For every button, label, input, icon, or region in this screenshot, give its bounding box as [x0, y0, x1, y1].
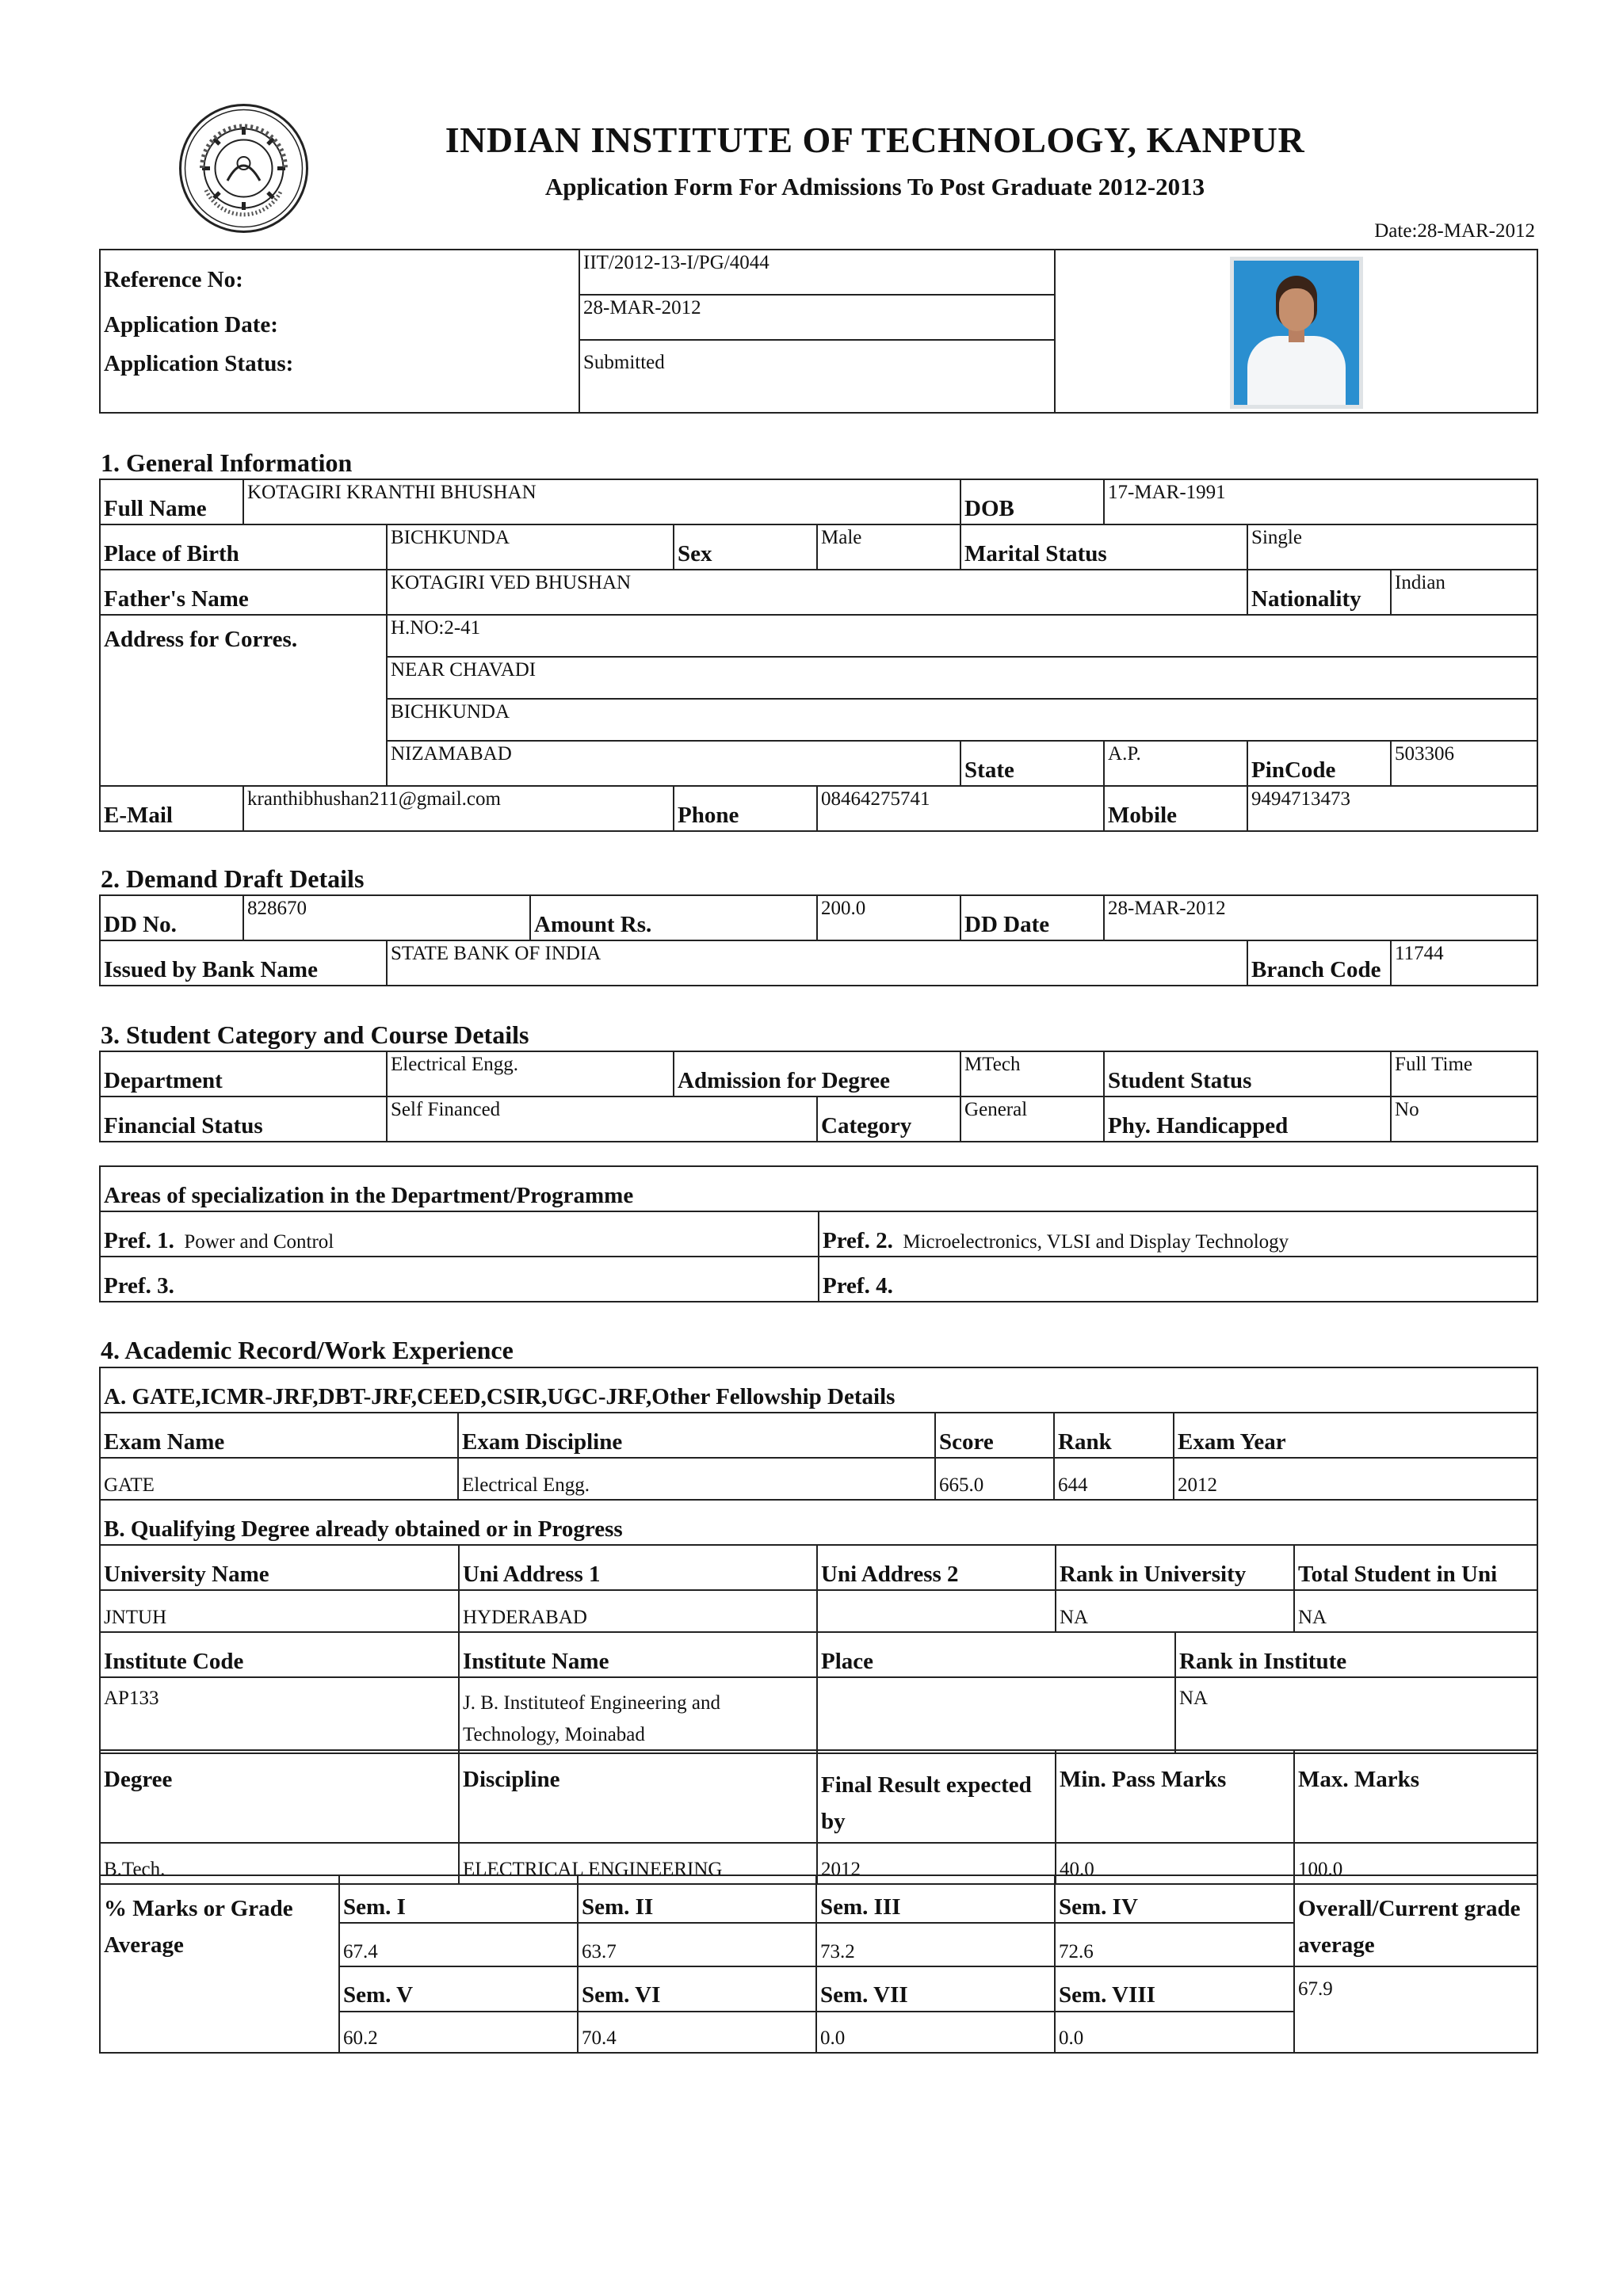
pref-2-cell [819, 1211, 1537, 1257]
financial-status-value: Self Financed [387, 1097, 817, 1142]
general-info-table [99, 479, 1538, 832]
sex-value: Male [817, 524, 960, 570]
sem-4-header: Sem. IV [1055, 1875, 1294, 1923]
overall-label: Overall/Current grade average [1294, 1875, 1537, 1966]
phy-handicapped-value: No [1391, 1097, 1537, 1142]
sem-6-header: Sem. VI [578, 1966, 816, 2012]
marks-label: % Marks or Grade Average [100, 1875, 339, 2053]
mobile-label: Mobile [1104, 786, 1247, 831]
sem-3-value: 73.2 [816, 1923, 1055, 1966]
section-dd-title: 2. Demand Draft Details [101, 864, 365, 893]
address-line-4: NIZAMABAD [387, 741, 960, 786]
pref-1-cell [100, 1211, 819, 1257]
inst-header-rank: Rank in Institute [1175, 1632, 1537, 1677]
full-name-label: Full Name [100, 479, 243, 524]
branch-code-label: Branch Code [1247, 940, 1391, 986]
sem-8-header: Sem. VIII [1055, 1966, 1294, 2012]
section-category-title: 3. Student Category and Course Details [101, 1020, 529, 1049]
qualifying-title: B. Qualifying Degree already obtained or in Progress [100, 1500, 1537, 1545]
inst-code: AP133 [100, 1677, 459, 1753]
institute-table [99, 1631, 1538, 1754]
uni-name: JNTUH [100, 1590, 459, 1632]
application-date-label: Application Date: [100, 295, 579, 340]
marital-status-value: Single [1247, 524, 1537, 570]
deg-header-result: Final Result expected by [817, 1750, 1056, 1843]
reference-table [99, 249, 1538, 414]
university-table [99, 1544, 1538, 1633]
father-name-label: Father's Name [100, 570, 387, 615]
father-name-value: KOTAGIRI VED BHUSHAN [387, 570, 1247, 615]
sem-3-header: Sem. III [816, 1875, 1055, 1923]
gate-header-exam-name: Exam Name [100, 1413, 458, 1458]
deg-header-min-pass: Min. Pass Marks [1056, 1750, 1294, 1843]
bank-name-value: STATE BANK OF INDIA [387, 940, 1247, 986]
department-label: Department [100, 1051, 387, 1097]
form-subtitle: Application Form For Admissions To Post Graduate 2012-2013 [544, 173, 1205, 200]
gate-header-discipline: Exam Discipline [458, 1413, 935, 1458]
gate-header-year: Exam Year [1174, 1413, 1537, 1458]
dd-no-label: DD No. [100, 895, 243, 940]
deg-degree: B.Tech. [100, 1843, 459, 1884]
gate-rank: 644 [1054, 1458, 1174, 1500]
department-value: Electrical Engg. [387, 1051, 674, 1097]
gate-title: A. GATE,ICMR-JRF,DBT-JRF,CEED,CSIR,UGC-JRF,Other Fellowship Details [100, 1367, 1537, 1413]
marital-status-label: Marital Status [960, 524, 1247, 570]
application-date-value: 28-MAR-2012 [579, 295, 1055, 340]
sem-1-value: 67.4 [339, 1923, 578, 1966]
dd-date-label: DD Date [960, 895, 1104, 940]
dd-no-value: 828670 [243, 895, 530, 940]
uni-header-total: Total Student in Uni [1294, 1545, 1537, 1590]
bank-name-label: Issued by Bank Name [100, 940, 387, 986]
academic-table [99, 1367, 1538, 1546]
specialization-table [99, 1165, 1538, 1302]
reference-no-label: Reference No: [100, 250, 579, 295]
pref-2-label: Pref. 2. [823, 1227, 893, 1253]
amount-value: 200.0 [817, 895, 960, 940]
state-value: A.P. [1104, 741, 1247, 786]
pref-4-label: Pref. 4. [819, 1257, 1537, 1302]
category-label: Category [817, 1097, 960, 1142]
sem-5-value: 60.2 [339, 2012, 578, 2053]
nationality-value: Indian [1391, 570, 1537, 615]
gate-year: 2012 [1174, 1458, 1537, 1500]
sem-8-value: 0.0 [1055, 2012, 1294, 2053]
uni-total: NA [1294, 1590, 1537, 1632]
inst-header-place: Place [817, 1632, 1175, 1677]
student-status-label: Student Status [1104, 1051, 1391, 1097]
application-status-value: Submitted [579, 340, 1055, 413]
uni-rank: NA [1056, 1590, 1294, 1632]
sem-1-header: Sem. I [339, 1875, 578, 1923]
pincode-value: 503306 [1391, 741, 1537, 786]
email-value: kranthibhushan211@gmail.com [243, 786, 674, 831]
address-line-1: H.NO:2-41 [387, 615, 1537, 657]
sem-2-value: 63.7 [578, 1923, 816, 1966]
dob-label: DOB [960, 479, 1104, 524]
overall-value: 67.9 [1294, 1966, 1537, 2053]
phy-handicapped-label: Phy. Handicapped [1104, 1097, 1391, 1142]
uni-address-1: HYDERABAD [459, 1590, 817, 1632]
email-label: E-Mail [100, 786, 243, 831]
place-of-birth-label: Place of Birth [100, 524, 387, 570]
uni-address-2 [817, 1590, 1056, 1632]
phone-value: 08464275741 [817, 786, 1104, 831]
amount-label: Amount Rs. [530, 895, 817, 940]
marks-table [99, 1875, 1538, 2054]
deg-header-max: Max. Marks [1294, 1750, 1537, 1843]
state-label: State [960, 741, 1104, 786]
specialization-title: Areas of specialization in the Department/Programme [100, 1166, 1537, 1211]
full-name-value: KOTAGIRI KRANTHI BHUSHAN [243, 479, 960, 524]
nationality-label: Nationality [1247, 570, 1391, 615]
inst-name: J. B. Instituteof Engineering and Technology, Moinabad [459, 1677, 817, 1753]
institute-title: INDIAN INSTITUTE OF TECHNOLOGY, KANPUR [445, 120, 1305, 160]
uni-header-address-2: Uni Address 2 [817, 1545, 1056, 1590]
pincode-label: PinCode [1247, 741, 1391, 786]
sem-5-header: Sem. V [339, 1966, 578, 2012]
financial-status-label: Financial Status [100, 1097, 387, 1142]
section-academic-title: 4. Academic Record/Work Experience [101, 1336, 514, 1364]
inst-header-code: Institute Code [100, 1632, 459, 1677]
dd-date-value: 28-MAR-2012 [1104, 895, 1537, 940]
inst-header-name: Institute Name [459, 1632, 817, 1677]
deg-header-degree: Degree [100, 1750, 459, 1843]
gate-exam-name: GATE [100, 1458, 458, 1500]
deg-header-discipline: Discipline [459, 1750, 817, 1843]
sem-4-value: 72.6 [1055, 1923, 1294, 1966]
phone-label: Phone [674, 786, 817, 831]
branch-code-value: 11744 [1391, 940, 1537, 986]
pref-2-value: Microelectronics, VLSI and Display Technology [903, 1230, 1289, 1253]
dob-value: 17-MAR-1991 [1104, 479, 1537, 524]
applicant-photo-cell [1055, 250, 1537, 413]
category-value: General [960, 1097, 1104, 1142]
deg-result: 2012 [817, 1843, 1056, 1884]
uni-header-rank: Rank in University [1056, 1545, 1294, 1590]
inst-place [817, 1677, 1175, 1753]
gate-header-score: Score [935, 1413, 1054, 1458]
address-label: Address for Corres. [100, 615, 387, 786]
application-status-label: Application Status: [100, 340, 579, 413]
pref-1-label: Pref. 1. [104, 1227, 174, 1253]
student-status-value: Full Time [1391, 1051, 1537, 1097]
sem-2-header: Sem. II [578, 1875, 816, 1923]
deg-discipline: ELECTRICAL ENGINEERING [459, 1843, 817, 1884]
form-date: Date:28-MAR-2012 [1374, 220, 1535, 242]
address-line-2: NEAR CHAVADI [387, 657, 1537, 699]
mobile-value: 9494713473 [1247, 786, 1537, 831]
category-table [99, 1051, 1538, 1142]
degree-table [99, 1749, 1538, 1885]
gate-discipline: Electrical Engg. [458, 1458, 935, 1500]
pref-3-label: Pref. 3. [100, 1257, 819, 1302]
uni-header-address-1: Uni Address 1 [459, 1545, 817, 1590]
deg-min-pass: 40.0 [1056, 1843, 1294, 1884]
applicant-photo [1230, 257, 1363, 409]
degree-label: Admission for Degree [674, 1051, 960, 1097]
uni-header-name: University Name [100, 1545, 459, 1590]
sex-label: Sex [674, 524, 817, 570]
reference-no-value: IIT/2012-13-I/PG/4044 [579, 250, 1055, 295]
pref-1-value: Power and Control [184, 1230, 334, 1253]
degree-value: MTech [960, 1051, 1104, 1097]
gate-score: 665.0 [935, 1458, 1054, 1500]
sem-6-value: 70.4 [578, 2012, 816, 2053]
section-general-title: 1. General Information [101, 448, 353, 477]
sem-7-header: Sem. VII [816, 1966, 1055, 2012]
sem-7-value: 0.0 [816, 2012, 1055, 2053]
inst-rank: NA [1175, 1677, 1537, 1753]
demand-draft-table [99, 894, 1538, 986]
address-line-3: BICHKUNDA [387, 699, 1537, 741]
place-of-birth-value: BICHKUNDA [387, 524, 674, 570]
deg-max: 100.0 [1294, 1843, 1537, 1884]
gate-header-rank: Rank [1054, 1413, 1174, 1458]
